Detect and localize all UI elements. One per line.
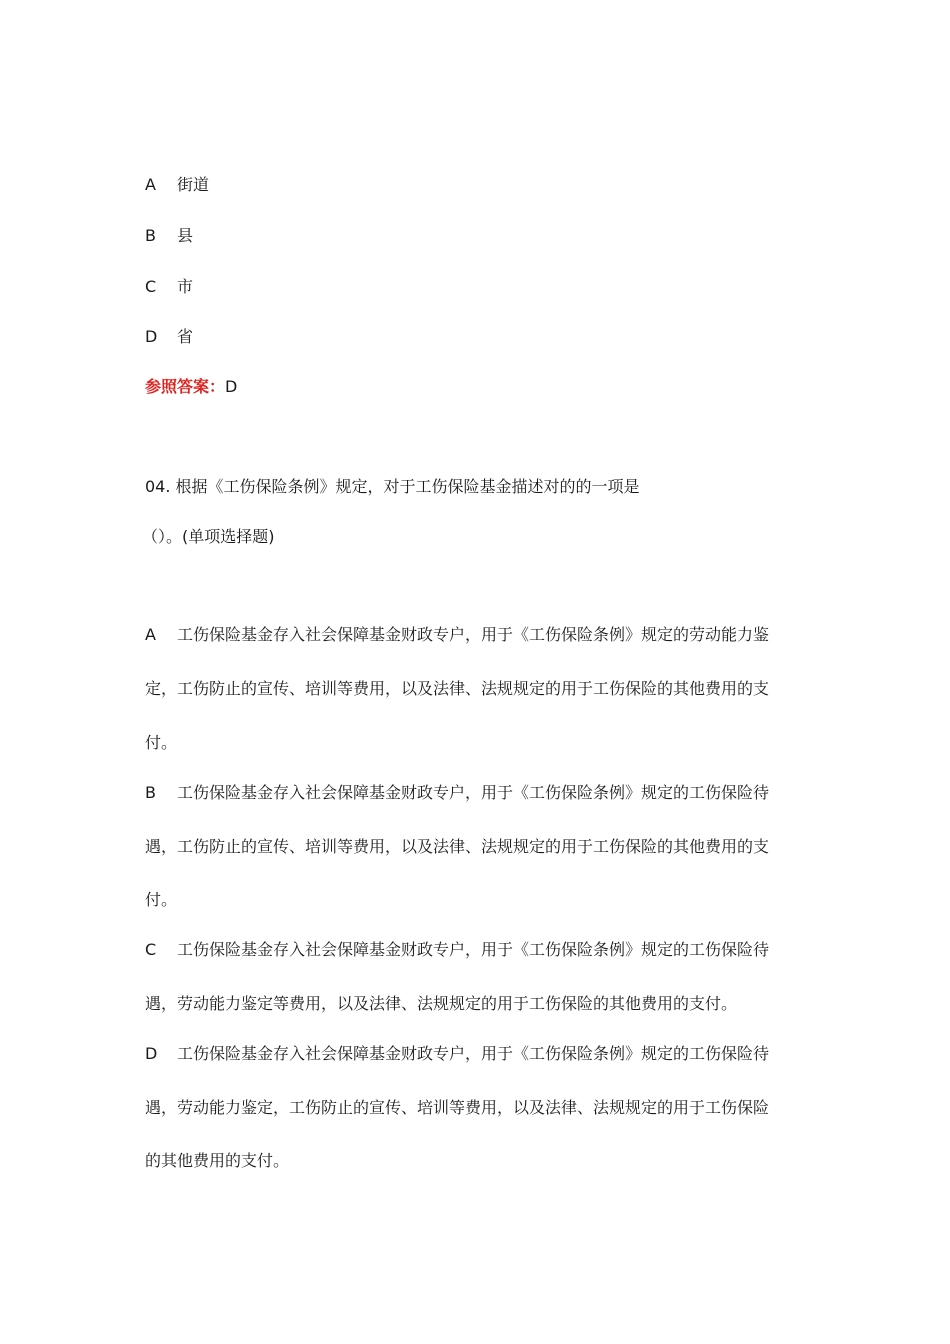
answer-label: 参照答案： <box>145 377 226 396</box>
q4-option-d-line-2: 遇，劳动能力鉴定，工伤防止的宣传、培训等费用，以及法律、法规规定的用于工伤保险 <box>145 1098 770 1117</box>
q4-option-b-line-2: 遇，工伤防止的宣传、培训等费用，以及法律、法规规定的用于工伤保险的其他费用的支 <box>145 837 770 856</box>
answer-value: D <box>225 377 238 396</box>
q3-option-b <box>145 226 193 246</box>
option-text: 街道 <box>177 175 210 194</box>
q3-option-c <box>145 277 193 297</box>
option-text: 市 <box>177 277 194 296</box>
option-text: 工伤保险基金存入社会保障基金财政专户，用于《工伤保险条例》规定的工伤保险待 <box>177 783 770 802</box>
option-letter: B <box>145 226 156 245</box>
q4-option-b-line-1 <box>145 783 769 803</box>
q4-stem-line-2: （）。(单项选择题) <box>142 527 275 546</box>
q4-option-b-line-3: 付。 <box>145 890 178 909</box>
option-letter: C <box>145 277 157 296</box>
option-text: 工伤保险基金存入社会保障基金财政专户，用于《工伤保险条例》规定的工伤保险待 <box>177 1044 770 1063</box>
option-text: 县 <box>177 226 194 245</box>
q3-option-d <box>145 327 193 347</box>
q4-option-d-line-3: 的其他费用的支付。 <box>145 1151 290 1170</box>
q4-option-a-line-3: 付。 <box>145 733 178 752</box>
option-letter: D <box>145 327 158 346</box>
option-letter: D <box>145 1044 158 1063</box>
option-text: 工伤保险基金存入社会保障基金财政专户，用于《工伤保险条例》规定的工伤保险待 <box>177 940 770 959</box>
q4-option-a-line-2: 定，工伤防止的宣传、培训等费用，以及法律、法规规定的用于工伤保险的其他费用的支 <box>145 679 770 698</box>
q4-option-c-line-1 <box>145 940 769 960</box>
q4-option-a-line-1 <box>145 625 769 645</box>
option-text: 工伤保险基金存入社会保障基金财政专户，用于《工伤保险条例》规定的劳动能力鉴 <box>177 625 770 644</box>
option-text: 省 <box>177 327 194 346</box>
q3-answer <box>145 377 237 397</box>
q4-option-d-line-1 <box>145 1044 769 1064</box>
q3-option-a <box>145 175 209 195</box>
q4-stem-line-1: 04. 根据《工伤保险条例》规定，对于工伤保险基金描述对的的一项是 <box>145 477 640 496</box>
q4-option-c-line-2: 遇，劳动能力鉴定等费用，以及法律、法规规定的用于工伤保险的其他费用的支付。 <box>145 994 738 1013</box>
option-letter: A <box>145 625 156 644</box>
option-letter: A <box>145 175 156 194</box>
option-letter: B <box>145 783 156 802</box>
option-letter: C <box>145 940 157 959</box>
